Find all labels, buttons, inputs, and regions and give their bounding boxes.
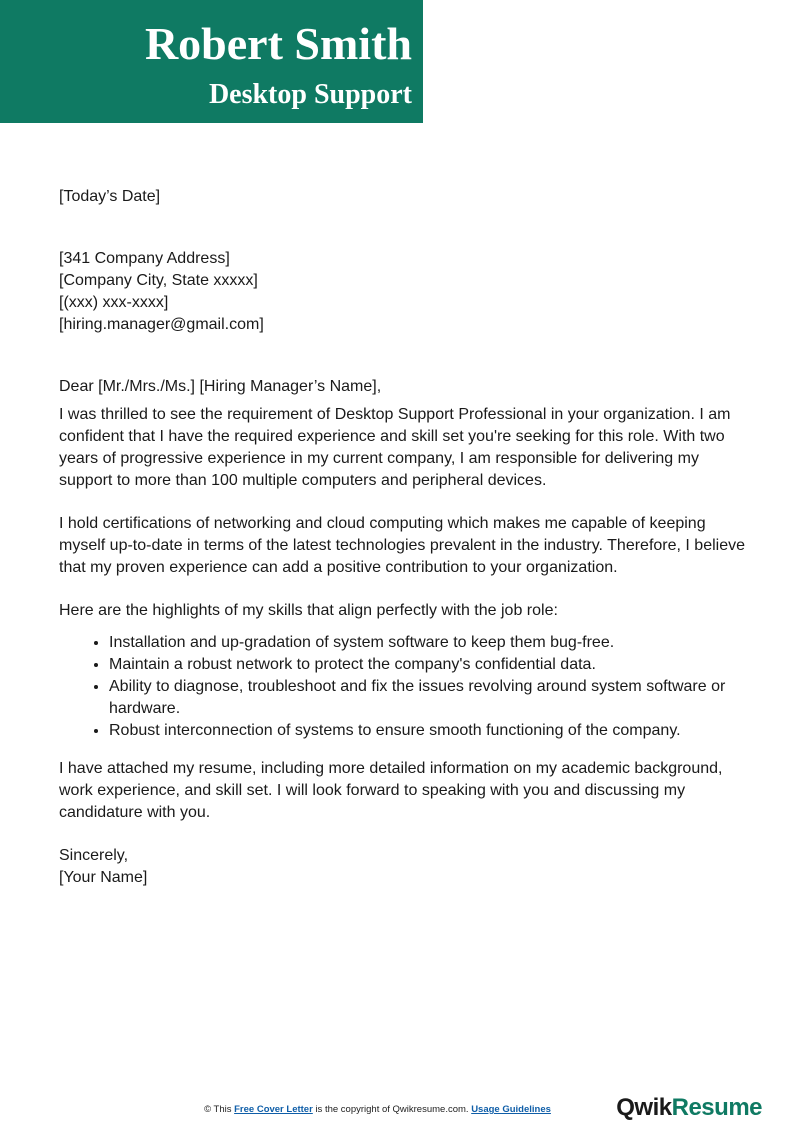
address-line: [Company City, State xxxxx] xyxy=(59,272,258,289)
free-cover-letter-link[interactable]: Free Cover Letter xyxy=(234,1104,313,1115)
logo-part-resume: Resume xyxy=(671,1094,762,1121)
skills-list xyxy=(59,632,749,742)
address-line: [(xxx) xxx-xxxx] xyxy=(59,294,169,311)
header-banner xyxy=(0,0,423,123)
recipient-address xyxy=(59,248,749,336)
applicant-name: Robert Smith xyxy=(144,18,412,69)
body-paragraph: I was thrilled to see the requirement of Desktop Support Professional in your organization. I am confident that I have the required experience and skill set you're seeking for this role. With two years of progressive experience in my current company, I am responsible for delivering my support to more than 100 multiple computers and peripheral devices. xyxy=(59,406,731,489)
skill-item: • Robust interconnection of systems to ensure smooth functioning of the company. xyxy=(109,720,749,742)
address-line: [341 Company Address] xyxy=(59,250,230,267)
skill-item: • Ability to diagnose, troubleshoot and fix the issues revolving around system software or hardware. xyxy=(109,676,749,720)
signature: [Your Name] xyxy=(59,869,148,886)
footer-middle: is the copyright of Qwikresume.com. xyxy=(315,1104,469,1115)
usage-guidelines-link[interactable]: Usage Guidelines xyxy=(471,1104,551,1115)
job-title: Desktop Support xyxy=(208,79,412,110)
letter-date: [Today’s Date] xyxy=(59,188,161,205)
logo-part-qwik: Qwik xyxy=(616,1094,672,1121)
letter-body xyxy=(59,186,749,889)
skill-item: • Installation and up-gradation of system software to keep them bug-free. xyxy=(109,632,749,654)
body-paragraph: I hold certifications of networking and cloud computing which makes me capable of keeping myself up-to-date in terms of the latest technologies prevalent in the industry. Therefore, I believe that my proven experience can add a positive contribution to your organization. xyxy=(59,515,745,576)
salutation: Dear [Mr./Mrs./Ms.] [Hiring Manager’s Name], xyxy=(59,378,382,395)
signoff-block xyxy=(59,845,749,889)
footer-prefix: © This xyxy=(204,1104,232,1115)
signoff: Sincerely, xyxy=(59,847,129,864)
skills-intro: Here are the highlights of my skills that align perfectly with the job role: xyxy=(59,602,558,619)
skill-item: • Maintain a robust network to protect the company's confidential data. xyxy=(109,654,749,676)
address-line: [hiring.manager@gmail.com] xyxy=(59,316,264,333)
closing-paragraph: I have attached my resume, including more detailed information on my academic background, work experience, and skill set. I will look forward to speaking with you and discussing my candidature with you. xyxy=(59,760,723,821)
qwikresume-logo xyxy=(616,1094,762,1122)
